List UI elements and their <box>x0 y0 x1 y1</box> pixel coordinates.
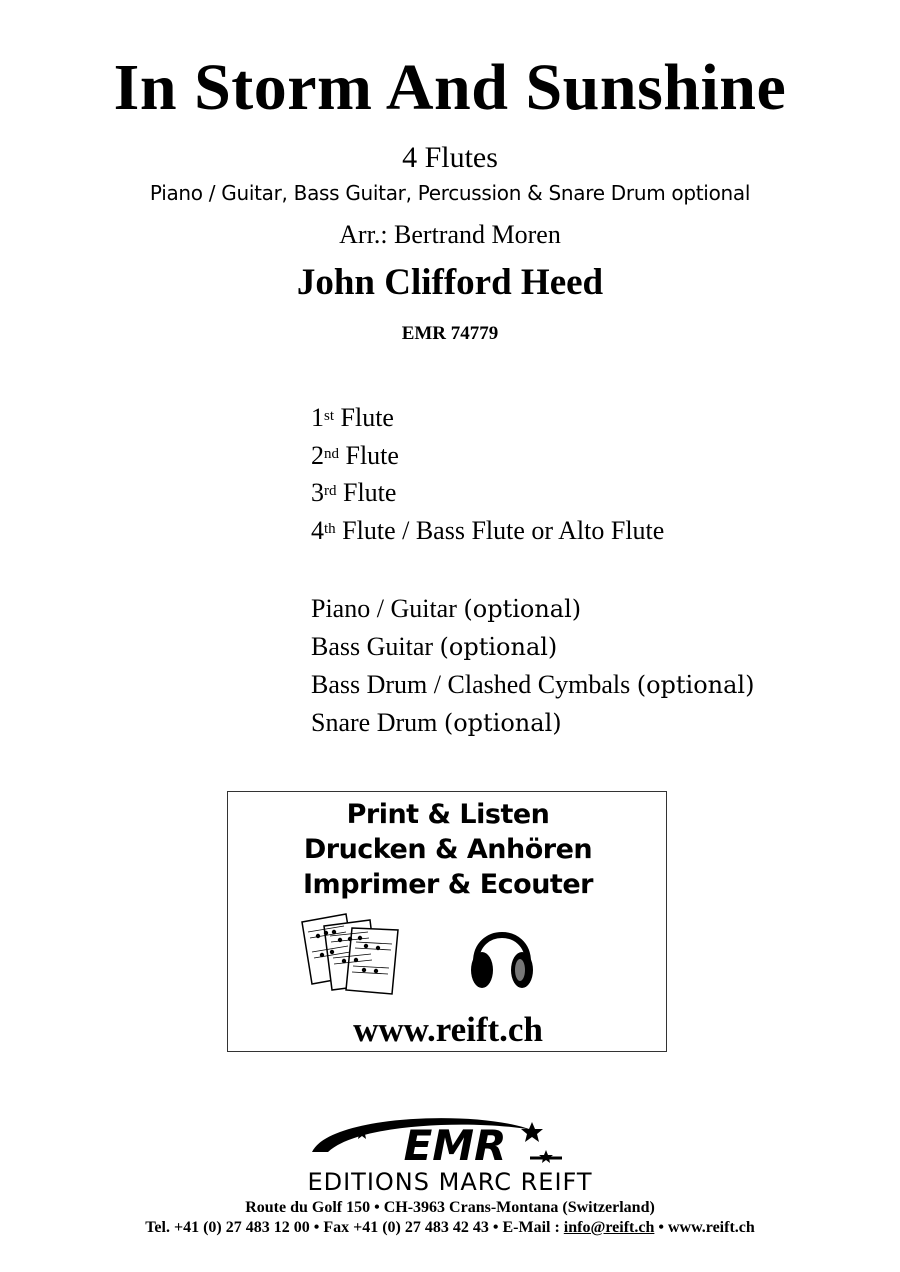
ordinal-suffix: th <box>324 521 336 537</box>
part-flute-4 <box>311 516 664 546</box>
promo-line-german: Drucken & Anhören <box>303 834 593 865</box>
part-bass-drum-cymbals <box>311 670 754 700</box>
part-label: Flute <box>336 478 397 507</box>
part-flute-1 <box>311 403 394 433</box>
optional-note: (optional) <box>439 633 558 661</box>
optional-note: (optional) <box>636 671 755 699</box>
print-listen-box <box>227 791 667 1052</box>
ordinal-suffix: st <box>324 408 335 424</box>
part-flute-3 <box>311 478 396 508</box>
publisher-address: Route du Golf 150 • CH-3963 Crans-Montana (Switzerland) <box>245 1199 655 1216</box>
composer: John Clifford Heed <box>296 262 604 303</box>
catalog-number: EMR 74779 <box>401 323 499 344</box>
part-label: Flute / Bass Flute or Alto Flute <box>335 516 665 545</box>
optional-note: (optional) <box>463 595 582 623</box>
part-label: Piano / Guitar <box>311 594 464 623</box>
part-number: 3 <box>311 478 324 507</box>
ordinal-suffix: rd <box>324 483 337 499</box>
instrumentation-line: Piano / Guitar, Bass Guitar, Percussion & Snare Drum optional <box>149 181 751 205</box>
headphones-icon <box>468 916 536 994</box>
part-number: 1 <box>311 403 324 432</box>
part-label: Snare Drum <box>311 708 444 737</box>
contact-line <box>0 1218 900 1238</box>
email-link[interactable]: info@reift.ch <box>563 1219 655 1236</box>
part-label: Flute <box>334 403 394 432</box>
contact-phone-fax: Tel. +41 (0) 27 483 12 00 • Fax +41 (0) 27 483 42 43 • E-Mail : <box>145 1219 564 1236</box>
part-label: Flute <box>339 441 399 470</box>
website-text: • www.reift.ch <box>654 1219 755 1236</box>
part-label: Bass Drum / Clashed Cymbals <box>311 670 637 699</box>
optional-note: (optional) <box>443 709 562 737</box>
promo-url[interactable]: www.reift.ch <box>353 1010 543 1049</box>
part-snare-drum <box>311 708 562 738</box>
logo-text: EMR <box>403 1121 507 1170</box>
promo-line-english: Print & Listen <box>346 799 550 830</box>
ordinal-suffix: nd <box>324 446 339 462</box>
part-number: 4 <box>311 516 324 545</box>
arranger: Arr.: Bertrand Moren <box>339 220 561 249</box>
sheet-music-icon <box>300 912 414 996</box>
part-bass-guitar <box>311 632 557 662</box>
part-label: Bass Guitar <box>311 632 440 661</box>
publisher-name: EDITIONS MARC REIFT <box>307 1168 593 1196</box>
subtitle: 4 Flutes <box>402 141 498 174</box>
part-piano-guitar <box>311 594 581 624</box>
part-number: 2 <box>311 441 324 470</box>
document-title: In Storm And Sunshine <box>113 51 787 124</box>
promo-line-french: Imprimer & Ecouter <box>303 869 593 900</box>
part-flute-2 <box>311 441 399 471</box>
emr-logo <box>300 1108 600 1174</box>
